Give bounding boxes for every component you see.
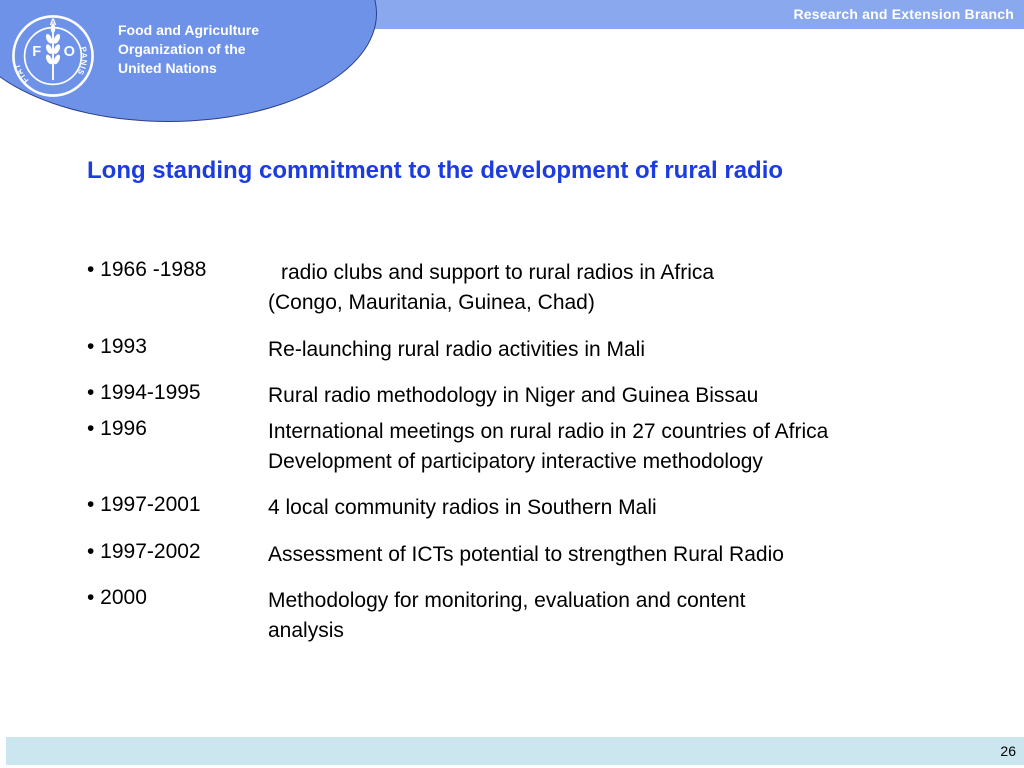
description-line: 4 local community radios in Southern Mali xyxy=(268,496,657,519)
description-line: radio clubs and support to rural radios in Africa xyxy=(281,261,715,284)
timeline-item xyxy=(87,540,987,570)
description-line: Assessment of ICTs potential to strengthen Rural Radio xyxy=(268,543,784,566)
timeline-list xyxy=(87,258,987,646)
timeline-description xyxy=(268,381,987,411)
timeline-item xyxy=(87,335,987,365)
logo-motto-left: FIAT xyxy=(12,62,31,85)
timeline-year: • 1997-2001 xyxy=(87,493,201,516)
logo-motto-right: PANIS xyxy=(75,45,89,78)
timeline-year: • 1994-1995 xyxy=(87,381,201,404)
description-line: Re-launching rural radio activities in Mali xyxy=(268,338,645,361)
timeline-year: • 1993 xyxy=(87,335,147,358)
timeline-item xyxy=(87,417,987,477)
org-name-line: Food and Agriculture xyxy=(118,22,260,38)
org-name-line: United Nations xyxy=(118,60,217,76)
timeline-year: • 2000 xyxy=(87,586,147,609)
description-line: Methodology for monitoring, evaluation and content xyxy=(268,589,746,612)
timeline-year: • 1997-2002 xyxy=(87,540,201,563)
timeline-item xyxy=(87,493,987,523)
timeline-description xyxy=(268,335,987,365)
timeline-item xyxy=(87,258,987,318)
svg-text:PANIS xyxy=(75,46,89,77)
timeline-year: • 1996 xyxy=(87,417,147,440)
timeline-description xyxy=(268,540,987,570)
timeline-description xyxy=(268,258,987,318)
branch-label: Research and Extension Branch xyxy=(793,6,1014,22)
logo-letter-f: F xyxy=(32,44,42,60)
timeline-description xyxy=(268,586,987,646)
fao-emblem-icon xyxy=(10,13,96,99)
timeline-description xyxy=(268,493,987,523)
logo-letter-a: A xyxy=(49,17,57,29)
page-number: 26 xyxy=(1000,743,1016,759)
description-line: Development of participatory interactive methodology xyxy=(268,450,763,473)
footer-bar xyxy=(6,737,1024,765)
description-line: (Congo, Mauritania, Guinea, Chad) xyxy=(268,291,595,314)
org-name-line: Organization of the xyxy=(118,41,246,57)
timeline-item xyxy=(87,586,987,646)
description-line: analysis xyxy=(268,619,344,642)
timeline-description xyxy=(268,417,987,477)
timeline-year: • 1966 -1988 xyxy=(87,258,207,281)
timeline-item xyxy=(87,381,987,411)
svg-text:FIAT xyxy=(13,62,31,85)
slide-title: Long standing commitment to the development of rural radio xyxy=(87,157,784,184)
description-line: International meetings on rural radio in 27 countries of Africa xyxy=(268,420,829,443)
logo-letter-o: O xyxy=(63,44,76,60)
description-line: Rural radio methodology in Niger and Guinea Bissau xyxy=(268,384,759,407)
organization-name xyxy=(118,21,259,78)
